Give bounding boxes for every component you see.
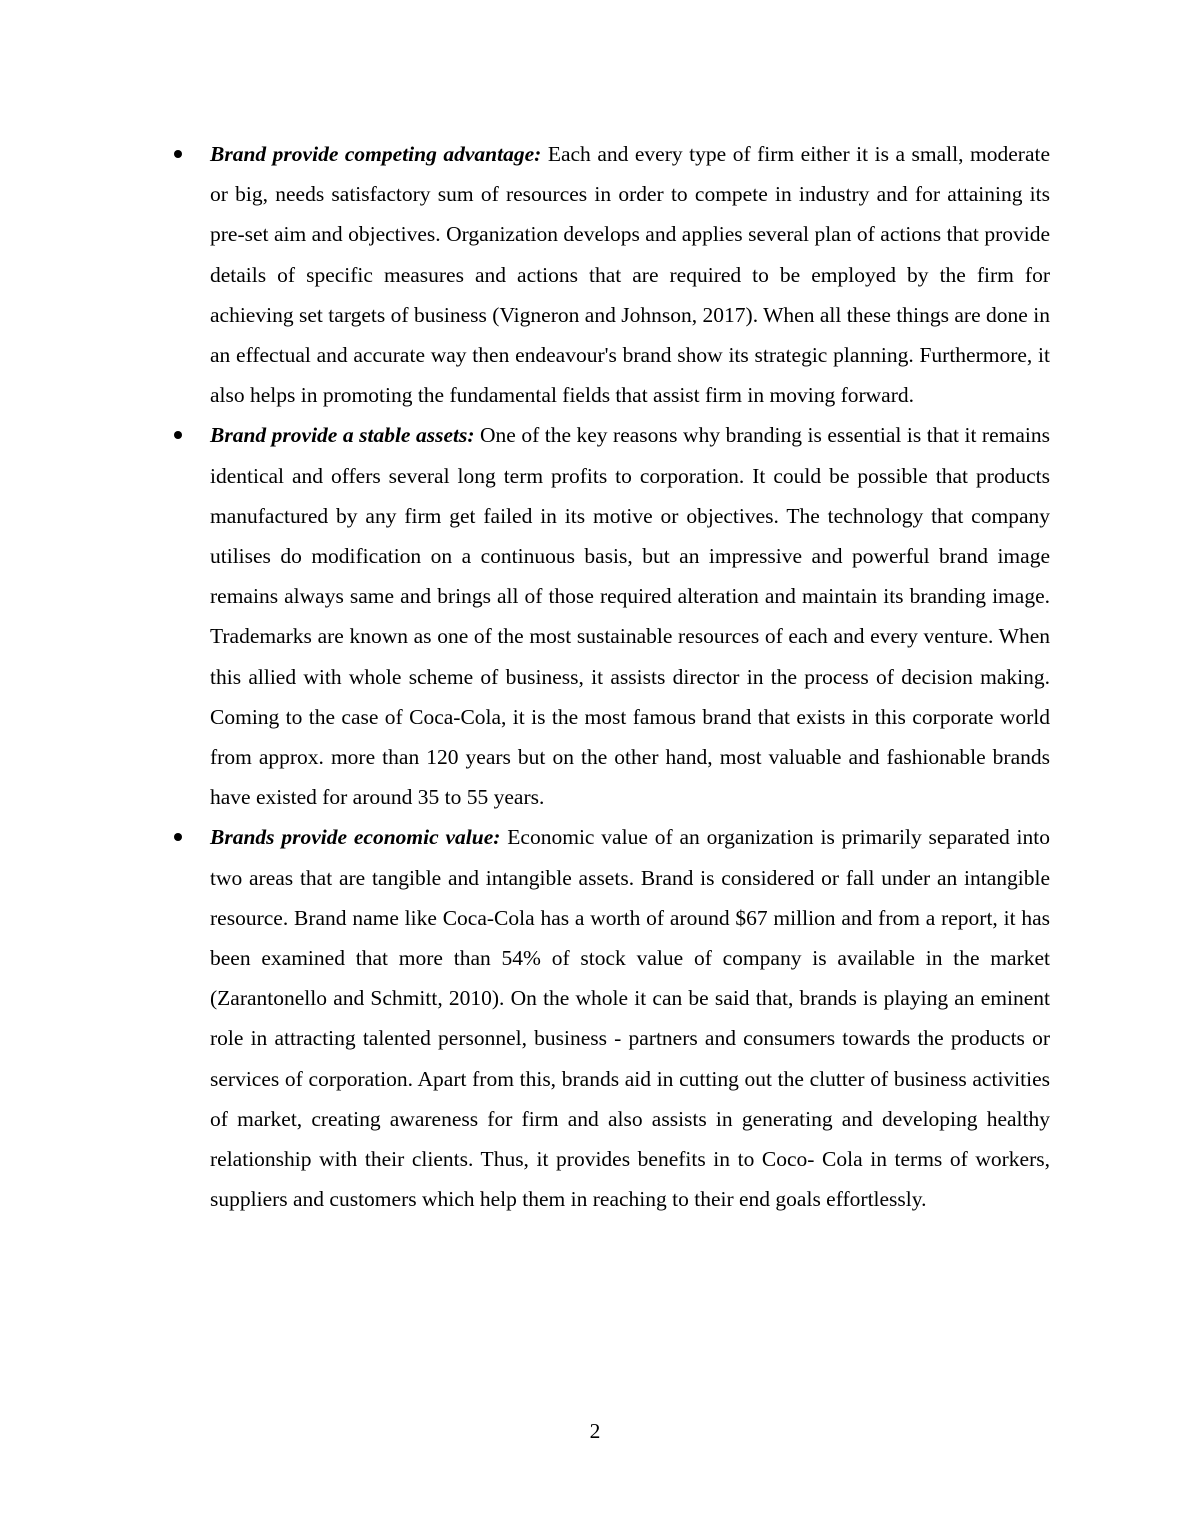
bullet-item-economic-value [170, 817, 1050, 1219]
bullet-dot-icon [174, 431, 182, 439]
bullet-item-stable-assets [170, 415, 1050, 817]
bullet-list [170, 134, 1050, 1219]
bullet-heading: Brand provide a stable assets: [210, 423, 475, 448]
bullet-text: Economic value of an organization is primarily separated into two areas that are tangible and intangible assets. Brand is considered or fall under an intangible resource. Brand name like Coca-Cola has a worth of around $67 million and from a report, it has been examined that more than 54% of stock value of company is available in the market (Zarantonello and Schmitt, 2010). On the whole it can be said that, brands is playing an eminent role in attracting talented personnel, business - partners and consumers towards the products or services of corporation. Apart from this, brands aid in cutting out the clutter of business activities of market, creating awareness for firm and also assists in generating and developing healthy relationship with their clients. Thus, it provides benefits in to Coco- Cola in terms of workers, suppliers and customers which help them in reaching to their end goals effortlessly. [210, 825, 1050, 1212]
page-number: 2 [589, 1419, 601, 1443]
bullet-dot-icon [174, 150, 182, 158]
bullet-item-competing-advantage [170, 134, 1050, 415]
bullet-dot-icon [174, 833, 182, 841]
bullet-heading: Brand provide competing advantage: [210, 142, 542, 166]
bullet-text: One of the key reasons why branding is essential is that it remains identical and offers several long term profits to corporation. It could be possible that products manufactured by any firm get failed in its motive or objectives. The technology that company utilises do modification on a continuous basis, but an impressive and powerful brand image remains always same and brings all of those required alteration and maintain its branding image. Trademarks are known as one of the most sustainable resources of each and every venture. When this allied with whole scheme of business, it assists director in the process of decision making. Coming to the case of Coca-Cola, it is the most famous brand that exists in this corporate world from approx. more than 120 years but on the other hand, most valuable and fashionable brands have existed for around 35 to 55 years. [210, 423, 1050, 810]
bullet-text: Each and every type of firm either it is a small, moderate or big, needs satisfactory sum of resources in order to compete in industry and for attaining its pre-set aim and objectives. Organization develops and applies several plan of actions that provide details of specific measures and actions that are required to be employed by the firm for achieving set targets of business (Vigneron and Johnson, 2017). When all these things are done in an effectual and accurate way then endeavour's brand show its strategic planning. Furthermore, it also helps in promoting the fundamental fields that assist firm in moving forward. [210, 142, 1050, 408]
bullet-heading: Brands provide economic value: [210, 825, 501, 850]
